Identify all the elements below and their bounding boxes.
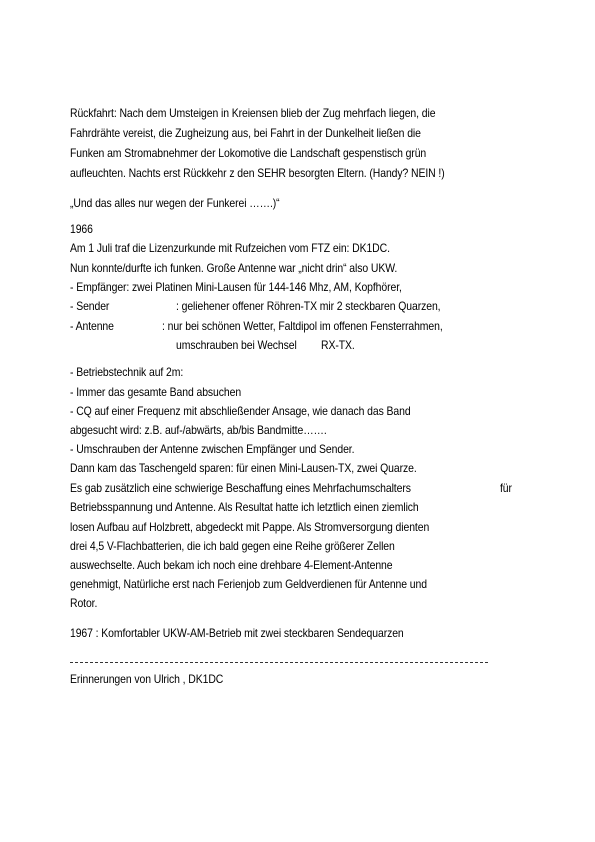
text-line: abgesucht wird: z.B. auf-/abwärts, ab/bis Bandmitte……. [70, 424, 327, 437]
signature-line: Erinnerungen von Ulrich , DK1DC [70, 673, 224, 686]
antenne-label: - Antenne [70, 320, 114, 333]
text-line: - Umschrauben der Antenne zwischen Empfänger und Sender. [70, 443, 355, 456]
text-line: Rotor. [70, 597, 98, 610]
sender-label: - Sender [70, 300, 110, 313]
text-line: Es gab zusätzlich eine schwierige Beschaffung eines Mehrfachumschalters [70, 482, 411, 495]
text-line: Nun konnte/durfte ich funken. Große Antenne war „nicht drin“ also UKW. [70, 262, 398, 275]
text-line: auswechselte. Auch bekam ich noch eine drehbare 4-Element-Antenne [70, 559, 393, 572]
antenne-value: : nur bei schönen Wetter, Faltdipol im offenen Fensterrahmen, [162, 320, 443, 333]
text-line: Am 1 Juli traf die Lizenzurkunde mit Rufzeichen vom FTZ ein: DK1DC. [70, 242, 390, 255]
text-line: losen Aufbau auf Holzbrett, abgedeckt mit Pappe. Als Stromversorgung dienten [70, 521, 430, 534]
text-line: drei 4,5 V-Flachbatterien, die ich bald gegen eine Reihe größerer Zellen [70, 540, 395, 553]
text-line: Fahrdrähte vereist, die Zugheizung aus, bei Fahrt in der Dunkelheit ließen die [70, 127, 421, 140]
text-line: Rückfahrt: Nach dem Umsteigen in Kreiensen blieb der Zug mehrfach liegen, die [70, 107, 436, 120]
sender-value: : geliehener offener Röhren-TX mir 2 steckbaren Quarzen, [176, 300, 441, 313]
antenne-continuation: umschrauben bei Wechsel [176, 339, 297, 352]
year-heading: 1966 [70, 223, 93, 236]
text-line: - Betriebstechnik auf 2m: [70, 366, 184, 379]
text-line: - Immer das gesamte Band absuchen [70, 386, 242, 399]
text-line: Dann kam das Taschengeld sparen: für einen Mini-Lausen-TX, zwei Quarze. [70, 462, 417, 475]
antenne-rx-tx: RX-TX. [321, 339, 355, 352]
text-line: Betriebsspannung und Antenne. Als Resultat hatte ich letztlich einen ziemlich [70, 501, 419, 514]
text-line: für [500, 482, 512, 495]
text-line: Funken am Stromabnehmer der Lokomotive die Landschaft gespenstisch grün [70, 147, 427, 160]
text-line: - Empfänger: zwei Platinen Mini-Lausen für 144-146 Mhz, AM, Kopfhörer, [70, 281, 402, 294]
quote-line: „Und das alles nur wegen der Funkerei …….)“ [70, 197, 280, 210]
text-line: aufleuchten. Nachts erst Rückkehr z den SEHR besorgten Eltern. (Handy? NEIN !) [70, 167, 445, 180]
dashed-divider [70, 662, 488, 663]
year-1967-line: 1967 : Komfortabler UKW-AM-Betrieb mit zwei steckbaren Sendequarzen [70, 627, 404, 640]
text-line: genehmigt, Natürliche erst nach Ferienjob zum Geldverdienen für Antenne und [70, 578, 427, 591]
text-line: - CQ auf einer Frequenz mit abschließender Ansage, wie danach das Band [70, 405, 411, 418]
